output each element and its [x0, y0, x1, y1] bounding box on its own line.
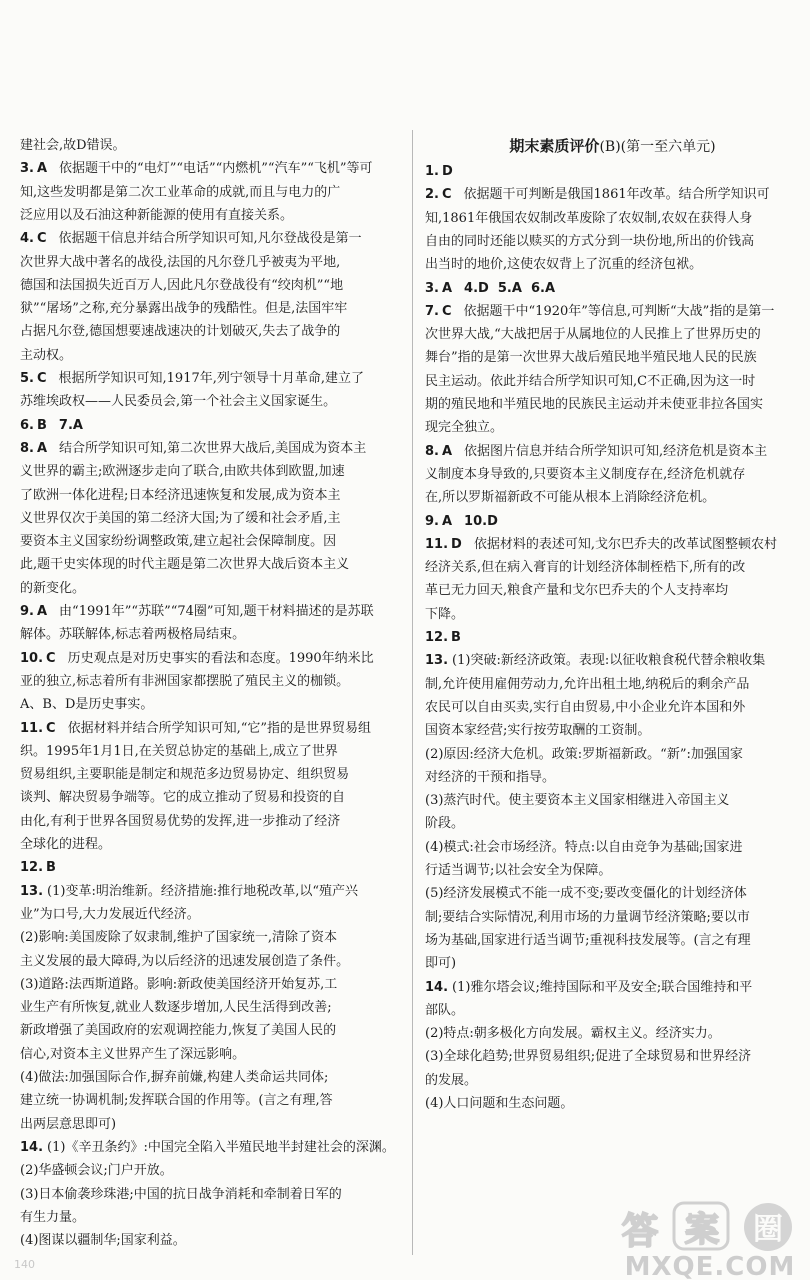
- text-line: [425, 1069, 800, 1093]
- text-line: [20, 1066, 400, 1090]
- explanation-text: (1)变革:明治维新。经济措施:推行地税改革,以“殖产兴: [47, 883, 358, 899]
- explanation-text: 依据题干可判断是俄国1861年改革。结合所学知识可: [463, 187, 770, 203]
- explanation-text: 业”为口号,大力发展近代经济。: [20, 906, 200, 922]
- text-line: [425, 346, 800, 370]
- explanation-text: 的发展。: [425, 1072, 478, 1088]
- explanation-text: 阶段。: [425, 816, 465, 832]
- section-title-bold: 期末素质评价: [509, 137, 600, 155]
- text-line: [20, 810, 400, 834]
- text-line: [425, 603, 800, 627]
- text-line: [20, 251, 400, 275]
- text-line: [425, 230, 800, 254]
- text-line: [20, 181, 400, 205]
- question-number: 3.: [425, 280, 439, 296]
- explanation-text: 由“1991年”“苏联”“74圈”可知,题干材料描述的是苏联: [59, 604, 374, 619]
- answer-item: [20, 880, 400, 904]
- text-line: [20, 1159, 400, 1183]
- answer-item: [20, 647, 400, 671]
- text-line: [425, 999, 800, 1023]
- explanation-text: 根据所学知识可知,1917年,列宁领导十月革命,建立了: [58, 371, 365, 386]
- explanation-text: 谈判、解决贸易争端等。它的成立推动了贸易和投资的自: [20, 790, 346, 806]
- question-number: 2.: [425, 187, 439, 203]
- text-line: [20, 693, 400, 717]
- explanation-text: 结合所学知识可知,第二次世界大战后,美国成为资本主: [59, 440, 367, 456]
- text-line: [425, 1022, 800, 1046]
- explanation-text: 泛应用以及石油这种新能源的使用有直接关系。: [20, 207, 294, 223]
- explanation-text: 占据凡尔登,德国想要速战速决的计划破灭,失去了战争的: [20, 324, 341, 340]
- answer-letter: B: [46, 860, 56, 876]
- text-line: [20, 530, 400, 554]
- question-number: 14.: [20, 1139, 44, 1155]
- question-number: 4.: [20, 231, 34, 247]
- explanation-text: (2)原因:经济大危机。政策:罗斯福新政。“新”:加强国家: [425, 746, 743, 762]
- explanation-text: 此,题干史实体现的时代主题是第二次世界大战后资本主义: [20, 557, 350, 573]
- answer-item: [20, 437, 400, 461]
- text-line: [20, 996, 400, 1020]
- text-line: [425, 859, 800, 883]
- explanation-text: 制,允许使用雇佣劳动力,允许出租土地,纳税后的剩余产品: [425, 676, 750, 692]
- answer-item: [425, 160, 800, 184]
- explanation-text: 亚的独立,标志着所有非洲国家都摆脱了殖民主义的枷锁。: [20, 673, 350, 689]
- explanation-text: (2)华盛顿会议;门户开放。: [20, 1163, 173, 1179]
- svg-text:答: 答: [621, 1211, 659, 1252]
- explanation-text: 解体。苏联解体,标志着两极格局结束。: [20, 627, 246, 643]
- explanation-text: (1)雅尔塔会议;维持国际和平及安全;联合国维持和平: [452, 979, 753, 995]
- explanation-text: (3)全球化趋势;世界贸易组织;促进了全球贸易和世界经济: [425, 1049, 752, 1065]
- explanation-text: (2)影响:美国废除了奴隶制,维护了国家统一,清除了资本: [20, 930, 338, 946]
- explanation-text: 历史观点是对历史事实的看法和态度。1990年纳米比: [67, 650, 374, 666]
- answer-letter: A: [441, 280, 453, 296]
- text-line: [20, 1229, 400, 1253]
- text-line: [425, 789, 800, 813]
- text-line: [425, 370, 800, 394]
- answer-item: [425, 277, 800, 301]
- svg-text:案: 案: [685, 1210, 719, 1250]
- explanation-text: 德国和法国损失近百万人,因此凡尔登战役有“绞肉机”“地: [20, 277, 344, 293]
- answer-letter: A: [36, 440, 48, 456]
- answer-item: [425, 440, 800, 464]
- explanation-text: 下降。: [425, 606, 465, 622]
- question-number: 11.: [425, 536, 449, 552]
- explanation-text: 部队。: [425, 1002, 465, 1018]
- text-line: [20, 973, 400, 997]
- question-number: 9.: [20, 604, 34, 619]
- explanation-text: 信心,对资本主义世界产生了深远影响。: [20, 1046, 246, 1062]
- explanation-text: 由化,有利于世界各国贸易优势的发挥,进一步推动了经济: [20, 813, 341, 829]
- answer-letter: C: [36, 231, 47, 247]
- answer-letter: C: [441, 303, 452, 319]
- question-number: 1.: [425, 164, 439, 179]
- answer-item: [20, 600, 400, 624]
- question-number: 11.: [20, 720, 44, 736]
- answer-letter: B: [36, 417, 47, 433]
- text-line: [425, 579, 800, 603]
- explanation-text: (4)做法:加强国际合作,摒弃前嫌,构建人类命运共同体;: [20, 1070, 329, 1085]
- text-line: [20, 833, 400, 857]
- text-line: [425, 393, 800, 417]
- explanation-text: 苏维埃政权——人民委员会,第一个社会主义国家诞生。: [20, 394, 337, 410]
- text-line: [425, 486, 800, 510]
- text-line: [20, 1183, 400, 1207]
- answer-item: [425, 976, 800, 1000]
- explanation-text: 出两层意思即可): [20, 1116, 117, 1132]
- text-line: [425, 929, 800, 953]
- explanation-text: 狱”“屠场”之称,充分暴露出战争的残酷性。但是,法国牢牢: [20, 301, 348, 317]
- text-line: [20, 274, 400, 298]
- text-line: [425, 906, 800, 930]
- more-answers: 4.D 5.A 6.A: [464, 280, 556, 296]
- text-line: [20, 740, 400, 764]
- answer-letter: D: [441, 164, 453, 179]
- text-line: [425, 766, 800, 790]
- explanation-text: (2)特点:朝多极化方向发展。霸权主义。经济实力。: [425, 1026, 721, 1042]
- text-line: [20, 460, 400, 484]
- text-line: [20, 507, 400, 531]
- explanation-text: 依据题干中“1920年”等信息,可判断“大战”指的是第一: [463, 303, 775, 319]
- explanation-text: 贸易组织,主要职能是制定和规范多边贸易协定、组织贸易: [20, 767, 350, 783]
- explanation-text: 场为基础,国家进行适当调节;重视科技发展等。(言之有理: [425, 932, 751, 948]
- explanation-text: 的新变化。: [20, 580, 86, 596]
- text-line: [20, 1089, 400, 1113]
- text-line: [20, 204, 400, 228]
- answer-item: [20, 367, 400, 391]
- explanation-text: 知,1861年俄国农奴制改革废除了农奴制,农奴在获得人身: [425, 210, 753, 226]
- explanation-text: (5)经济发展模式不能一成不变;要改变僵化的计划经济体: [425, 886, 747, 902]
- text-line: [20, 1043, 400, 1067]
- explanation-text: (1)突破:新经济政策。表现:以征收粮食税代替余粮收集: [452, 653, 766, 669]
- question-number: 12.: [20, 860, 44, 876]
- explanation-text: 依据材料的表述可知,戈尔巴乔夫的改革试图整顿农村: [473, 536, 777, 552]
- explanation-text: 义世界仅次于美国的第二经济大国;为了缓和社会矛盾,主: [20, 510, 341, 526]
- explanation-text: (1)《辛丑条约》:中国完全陷入半殖民地半封建社会的深渊。: [47, 1139, 395, 1155]
- question-number: 9.: [425, 513, 439, 529]
- explanation-text: 新政增强了美国政府的宏观调控能力,恢复了美国人民的: [20, 1023, 337, 1039]
- explanation-text: 建社会,故D错误。: [20, 138, 126, 153]
- explanation-text: 国资本家经营;实行按劳取酬的工资制。: [425, 723, 651, 739]
- explanation-text: 依据图片信息并结合所学知识可知,经济危机是资本主: [464, 443, 768, 459]
- text-line: [20, 786, 400, 810]
- answer-item: [425, 533, 800, 557]
- text-line: [20, 950, 400, 974]
- explanation-text: 织。1995年1月1日,在关贸总协定的基础上,成立了世界: [20, 743, 338, 759]
- svg-text:MXQE.COM: MXQE.COM: [624, 1252, 796, 1280]
- text-line: [20, 1206, 400, 1230]
- answer-letter: C: [441, 187, 452, 203]
- explanation-text: 现完全独立。: [425, 420, 504, 436]
- text-line: [20, 344, 400, 368]
- section-title-subtitle: (B)(第一至六单元): [599, 139, 716, 155]
- text-line: [425, 1045, 800, 1069]
- answer-item: [20, 157, 400, 181]
- question-number: 13.: [20, 883, 44, 899]
- question-number: 3.: [20, 161, 34, 177]
- question-number: 6.: [20, 417, 34, 433]
- text-line: [20, 553, 400, 577]
- text-line: [425, 952, 800, 976]
- explanation-text: 义世界的霸主;欧洲逐步走向了联合,由欧共体到欧盟,加速: [20, 464, 345, 480]
- answer-letter: A: [36, 604, 48, 619]
- text-line: [20, 763, 400, 787]
- text-line: [20, 926, 400, 950]
- answer-letter: D: [451, 536, 462, 552]
- question-number: 8.: [425, 443, 439, 459]
- more-answers: 10.D: [464, 513, 498, 529]
- text-line: [425, 463, 800, 487]
- text-line: [425, 416, 800, 440]
- text-line: [20, 1113, 400, 1137]
- answer-item: [425, 649, 800, 673]
- question-number: 5.: [20, 371, 34, 386]
- answer-letter: A: [441, 443, 453, 459]
- explanation-text: 舞台”指的是第一次世界大战后殖民地半殖民地人民的民族: [425, 350, 757, 366]
- text-line: [20, 623, 400, 647]
- explanation-text: 次世界大战,“大战把居于从属地位的人民推上了世界历史的: [425, 327, 761, 343]
- section-title: [425, 134, 800, 159]
- answer-letter: C: [46, 720, 56, 736]
- page-number: 140: [14, 1258, 35, 1271]
- explanation-text: 自由的同时还能以赎买的方式分到一块份地,所出的价钱高: [425, 233, 755, 249]
- text-line: [20, 390, 400, 414]
- answer-letter: C: [46, 650, 56, 666]
- explanation-text: 依据题干信息并结合所学知识可知,凡尔登战役是第一: [58, 231, 362, 247]
- explanation-text: A、B、D是历史事实。: [20, 697, 154, 713]
- column-divider: [412, 130, 413, 1255]
- explanation-text: (3)日本偷袭珍珠港;中国的抗日战争消耗和牵制着日军的: [20, 1186, 342, 1202]
- answer-item: [20, 227, 400, 251]
- explanation-text: 要资本主义国家纷纷调整政策,建立起社会保障制度。因: [20, 534, 337, 550]
- text-line: [425, 882, 800, 906]
- explanation-text: 次世界大战中著名的战役,法国的凡尔登几乎被夷为平地,: [20, 254, 341, 270]
- explanation-text: 民主运动。依此并结合所学知识可知,C不正确,因为这一时: [425, 373, 756, 389]
- answer-item: [425, 300, 800, 324]
- explanation-text: 知,这些发明都是第二次工业革命的成就,而且与电力的广: [20, 184, 341, 200]
- explanation-text: 期的殖民地和半殖民地的民族民主运动并未使亚非拉各国实: [425, 397, 764, 412]
- text-line: [425, 207, 800, 231]
- answer-item: [20, 414, 400, 438]
- text-line: [425, 673, 800, 697]
- watermark-logo: [610, 1195, 810, 1280]
- explanation-text: 主义发展的最大障碍,为以后经济的迅速发展创造了条件。: [20, 953, 350, 969]
- text-line: [20, 903, 400, 927]
- question-number: 12.: [425, 630, 449, 645]
- text-line: [20, 320, 400, 344]
- answer-item: [20, 856, 400, 880]
- text-line: [20, 577, 400, 601]
- answer-item: [425, 510, 800, 534]
- text-line: [20, 670, 400, 694]
- text-line: [425, 556, 800, 580]
- explanation-text: 依据题干中的“电灯”“电话”“内燃机”“汽车”“飞机”等可: [59, 161, 373, 177]
- answer-item: [425, 183, 800, 207]
- explanation-text: 业生产有所恢复,就业人数逐步增加,人民生活得到改善;: [20, 1000, 332, 1016]
- question-number: 13.: [425, 653, 449, 669]
- text-line: [20, 484, 400, 508]
- explanation-text: 了欧洲一体化进程;日本经济迅速恢复和发展,成为资本主: [20, 487, 341, 503]
- explanation-text: 有生力量。: [20, 1209, 86, 1225]
- explanation-text: 农民可以自由买卖,实行自由贸易,中小企业允许本国和外: [425, 699, 746, 715]
- explanation-text: (3)蒸汽时代。使主要资本主义国家相继进入帝国主义: [425, 793, 730, 809]
- answer-item: [425, 626, 800, 650]
- explanation-text: 义制度本身导致的,只要资本主义制度存在,经济危机就存: [425, 466, 746, 482]
- explanation-text: 对经济的干预和指导。: [425, 769, 556, 785]
- explanation-text: (4)模式:社会市场经济。特点:以自由竞争为基础;国家进: [425, 839, 743, 855]
- explanation-text: 建立统一协调机制;发挥联合国的作用等。(言之有理,答: [20, 1093, 333, 1109]
- text-line: [425, 323, 800, 347]
- text-line: [425, 253, 800, 277]
- answer-item: [20, 1136, 400, 1160]
- explanation-text: 全球化的进程。: [20, 837, 112, 852]
- explanation-text: 革已无力回天,粮食产量和戈尔巴乔夫的个人支持率均: [425, 583, 729, 599]
- answer-letter: A: [441, 513, 453, 529]
- text-line: [20, 297, 400, 321]
- text-line: [20, 1019, 400, 1043]
- more-answers: 7.A: [58, 417, 83, 433]
- explanation-text: 主动权。: [20, 347, 73, 363]
- explanation-text: (4)图谋以疆制华;国家利益。: [20, 1233, 186, 1249]
- explanation-text: (4)人口问题和生态问题。: [425, 1096, 574, 1111]
- explanation-text: 经济关系,但在病入膏肓的计划经济体制桎梏下,所有的改: [425, 560, 746, 576]
- question-number: 14.: [425, 979, 449, 995]
- answer-letter: C: [36, 371, 47, 386]
- answer-item: [20, 717, 400, 741]
- question-number: 8.: [20, 440, 34, 456]
- question-number: 7.: [425, 303, 439, 319]
- text-line: [425, 1092, 800, 1116]
- explanation-text: 即可): [425, 956, 457, 972]
- text-line: [425, 743, 800, 767]
- question-number: 10.: [20, 650, 44, 666]
- answer-letter: B: [451, 630, 461, 645]
- explanation-text: 出当时的地价,这使农奴背上了沉重的经济包袱。: [425, 257, 703, 273]
- text-line: [425, 719, 800, 743]
- explanation-text: 依据材料并结合所学知识可知,“它”指的是世界贸易组: [67, 720, 372, 736]
- text-line: [20, 134, 400, 158]
- text-line: [425, 696, 800, 720]
- explanation-text: 行适当调节;以社会安全为保障。: [425, 863, 612, 878]
- explanation-text: 在,所以罗斯福新政不可能从根本上消除经济危机。: [425, 490, 716, 506]
- text-line: [425, 836, 800, 860]
- explanation-text: 制;要结合实际情况,利用市场的力量调节经济策略;要以市: [425, 909, 750, 925]
- explanation-text: (3)道路:法西斯道路。影响:新政使美国经济开始复苏,工: [20, 976, 338, 992]
- text-line: [425, 812, 800, 836]
- svg-text:圈: 圈: [753, 1212, 783, 1247]
- answer-letter: A: [36, 161, 48, 177]
